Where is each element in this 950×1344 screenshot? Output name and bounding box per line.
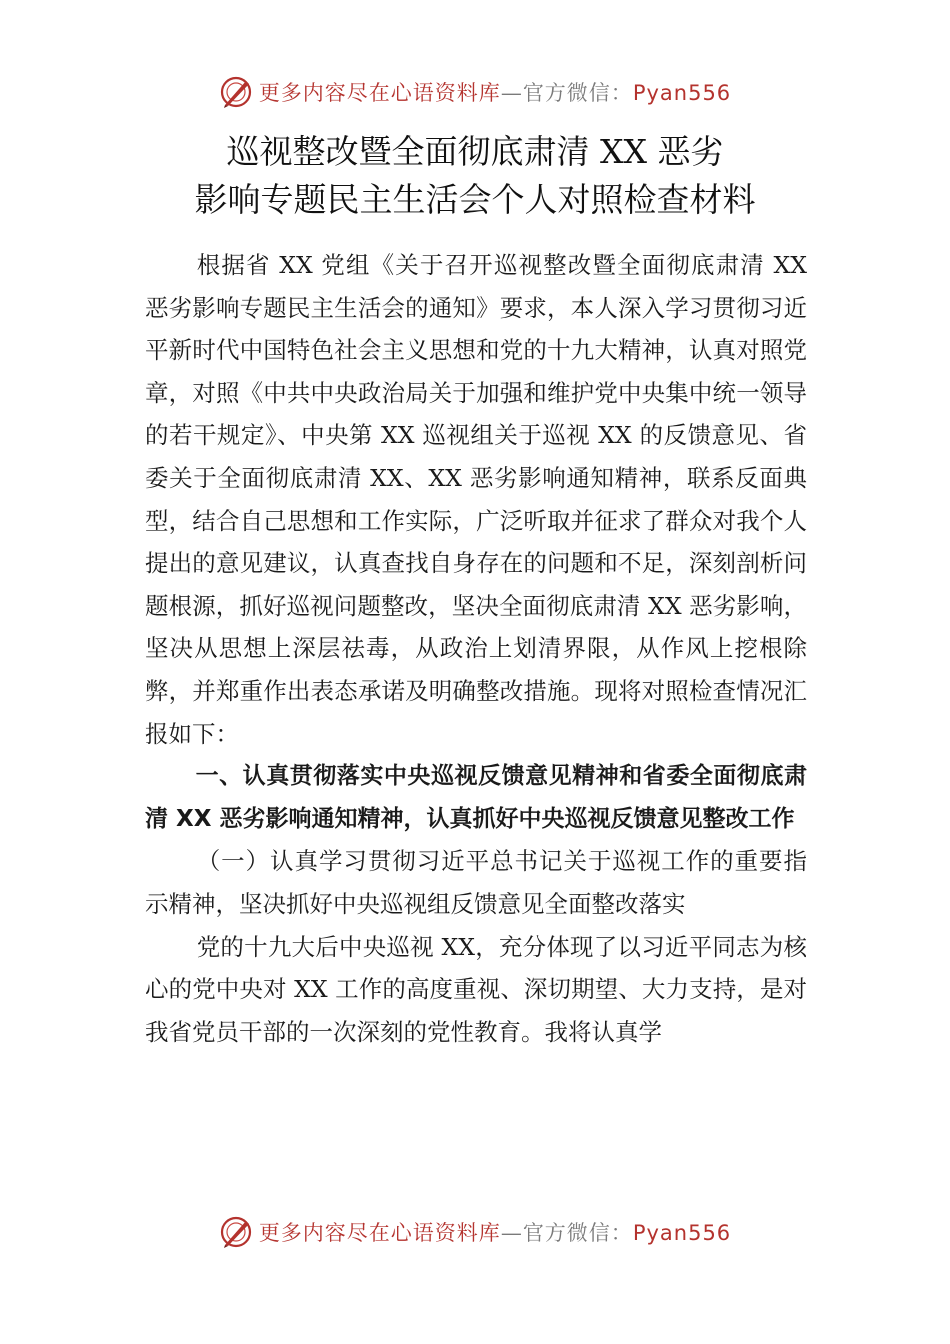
banner-text: 更多内容尽在心语资料库—官方微信：Pyan556 [258, 1221, 732, 1245]
banner-text: 更多内容尽在心语资料库—官方微信：Pyan556 [258, 81, 732, 105]
pen-logo-icon [219, 1215, 253, 1249]
document-title [0, 128, 950, 224]
title-line-2: 影响专题民主生活会个人对照检查材料 [194, 180, 756, 219]
paragraph-2: 党的十九大后中央巡视 XX，充分体现了以习近平同志为核心的党中央对 XX 工作的高度重视、深切期望、大力支持，是对我省党员干部的一次深刻的党性教育。我将认真学 [145, 932, 807, 1046]
footer-watermark-banner [0, 1212, 950, 1252]
intro-paragraph: 根据省 XX 党组《关于召开巡视整改暨全面彻底肃清 XX 恶劣影响专题民主生活会的通知》要求，本人深入学习贯彻习近平新时代中国特色社会主义思想和党的十九大精神，认真对照党章，对照《中共中央政治局关于加强和维护党中央集中统一领导的若干规定》、中央第 XX 巡视组关于巡视 XX 的反馈意见、省委关于全面彻底肃清 XX、XX 恶劣影响通知精神，联系反面典型，结合自己思想和工作实际，广泛听取并征求了群众对我个人提出的意见建议，认真查找自身存在的问题和不足，深刻剖析问题根源，抓好巡视问题整改，坚决全面彻底肃清 XX 恶劣影响，坚决从思想上深层祛毒，从政治上划清界限，从作风上挖根除弊，并郑重作出表态承诺及明确整改措施。现将对照检查情况汇报如下： [145, 251, 807, 748]
pen-logo-icon [219, 75, 253, 109]
section-heading-1: 一、认真贯彻落实中央巡视反馈意见精神和省委全面彻底肃清 XX 恶劣影响通知精神，认真抓好中央巡视反馈意见整改工作 [145, 763, 807, 832]
title-line-1: 巡视整改暨全面彻底肃清 XX 恶劣 [226, 132, 724, 171]
header-watermark-banner [0, 72, 950, 112]
document-body [145, 244, 807, 1053]
subsection-heading-1: （一）认真学习贯彻习近平总书记关于巡视工作的重要指示精神，坚决抓好中央巡视组反馈意见全面整改落实 [145, 847, 807, 918]
